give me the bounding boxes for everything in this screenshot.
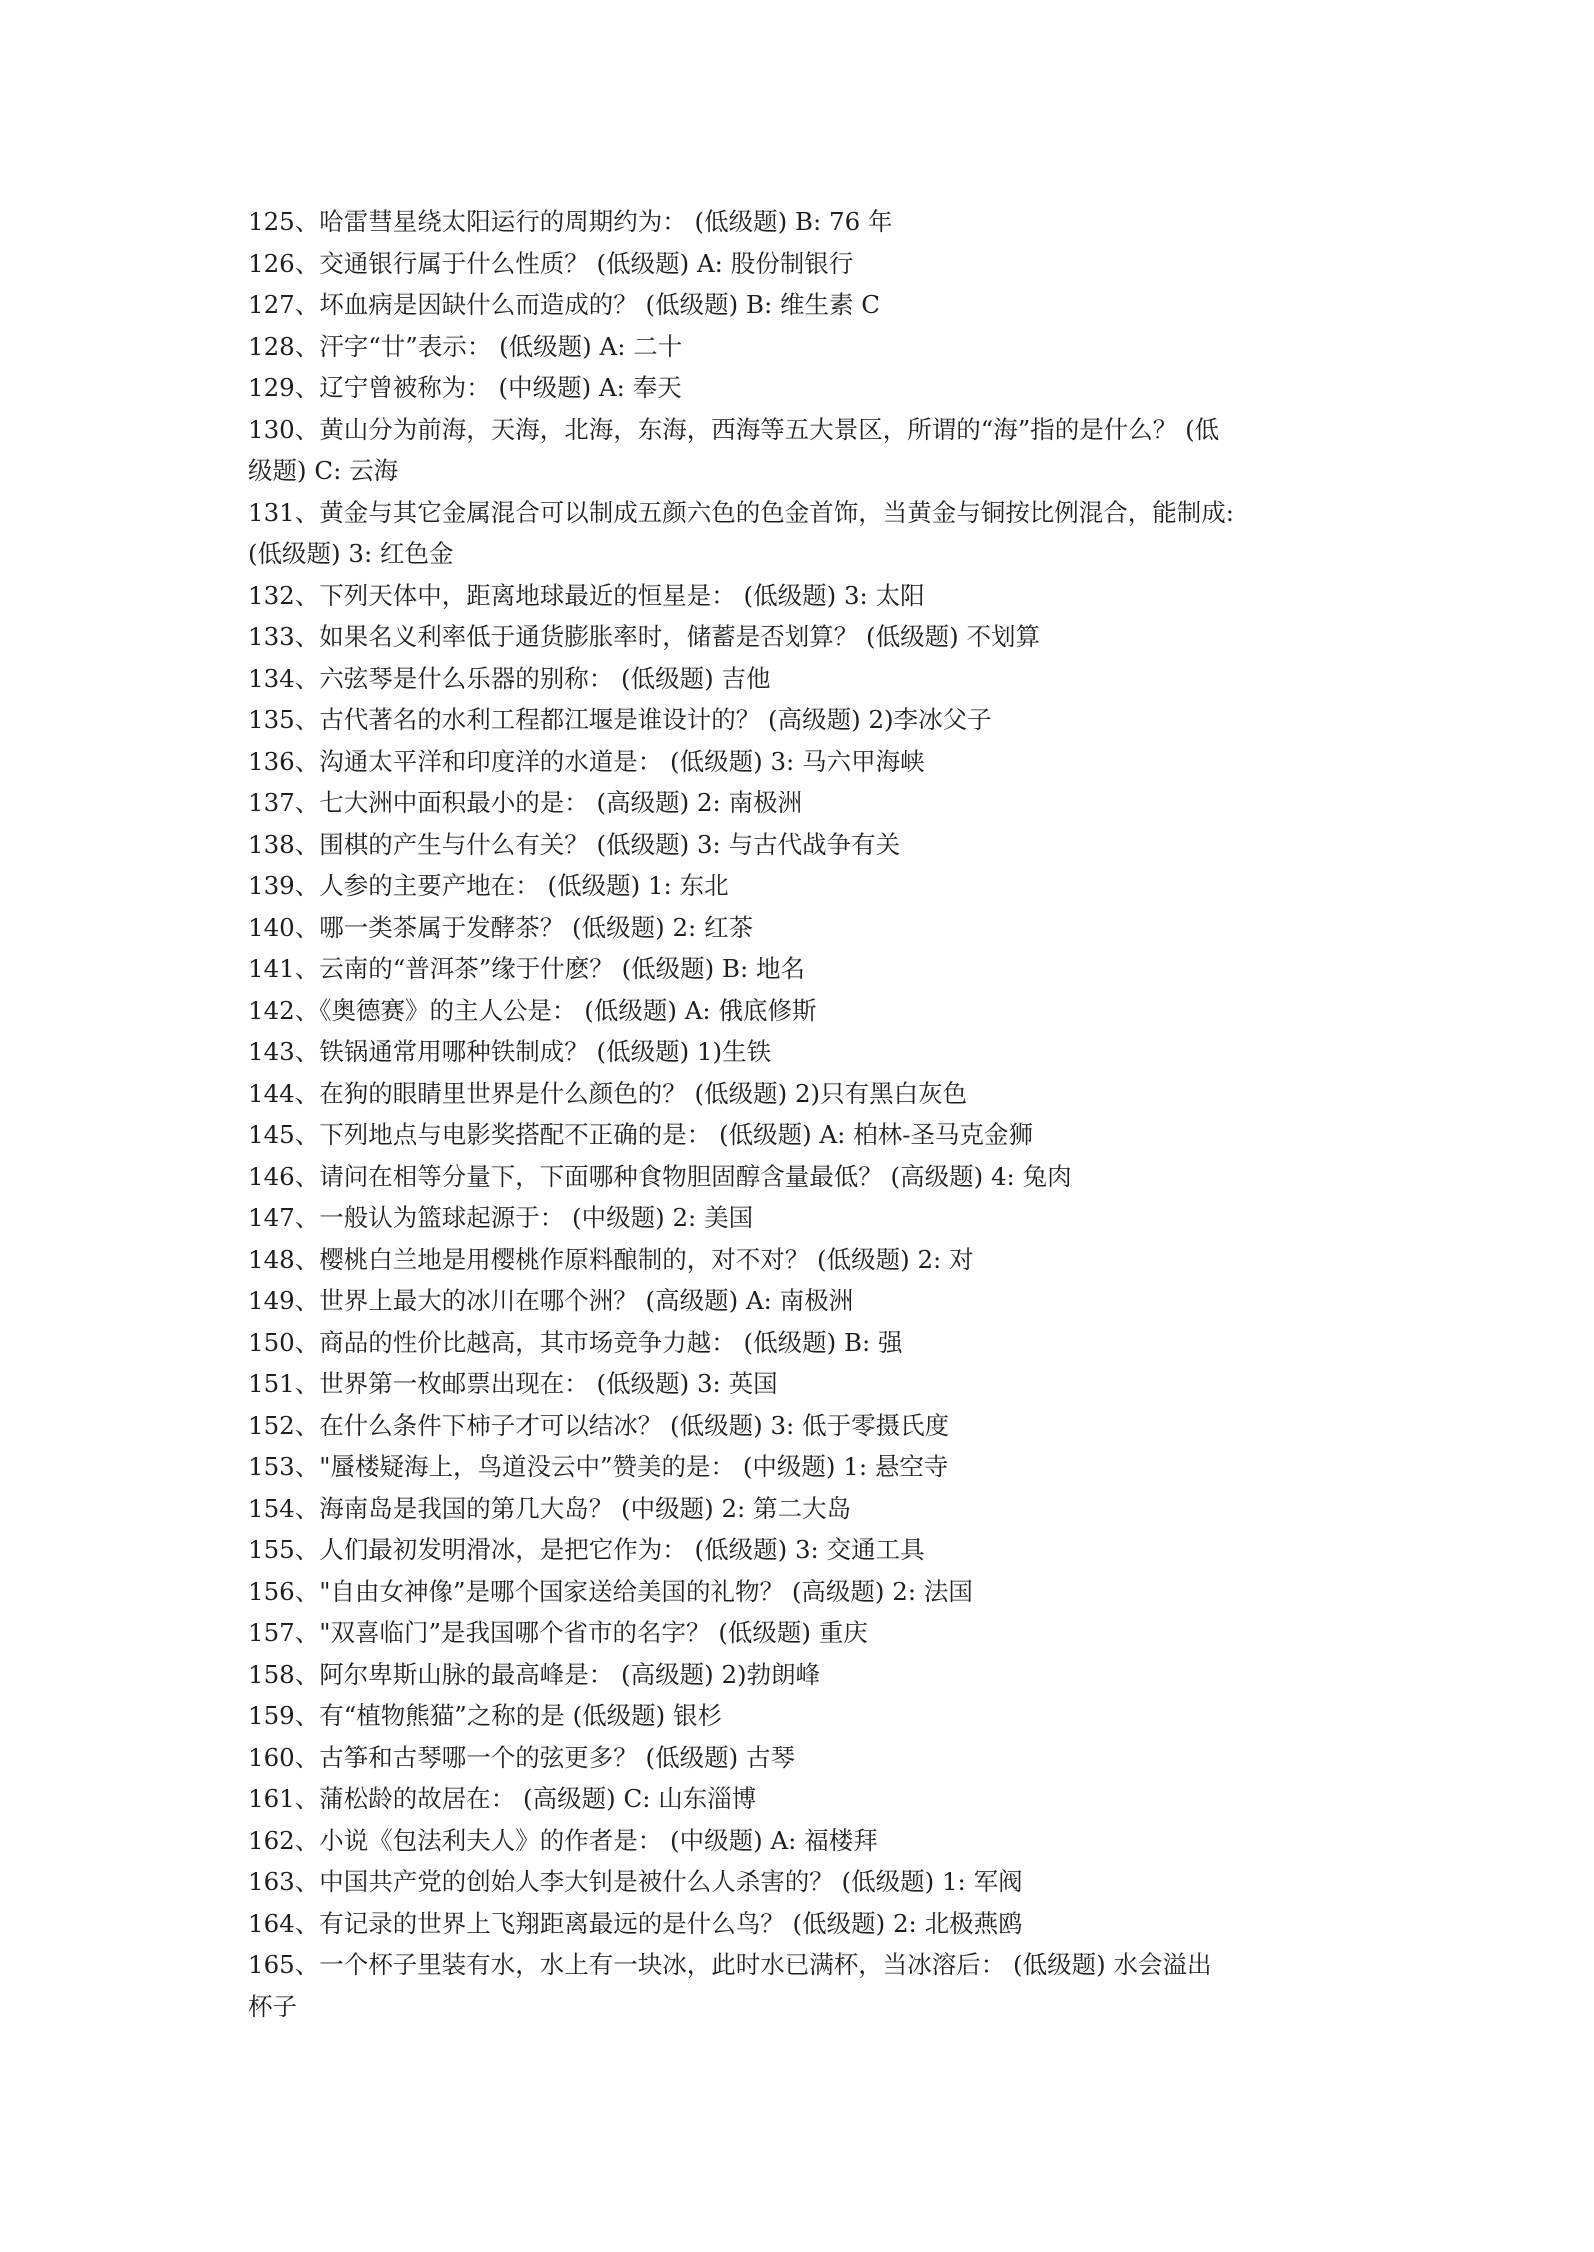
- text-line: 156、"自由女神像”是哪个国家送给美国的礼物？ (高级题) 2: 法国: [248, 1576, 973, 1606]
- text-line: 139、人参的主要产地在： (低级题) 1: 东北: [248, 871, 729, 900]
- text-line: 127、坏血病是因缺什么而造成的？ (低级题) B: 维生素 C: [248, 290, 881, 319]
- text-line: 150、商品的性价比越高，其市场竞争力越： (低级题) B: 强: [248, 1327, 903, 1357]
- text-line: 161、蒲松龄的故居在： (高级题) C: 山东淄博: [248, 1784, 757, 1813]
- text-line: 163、中国共产党的创始人李大钊是被什么人杀害的？ (低级题) 1: 军阀: [248, 1867, 1023, 1896]
- text-line: 144、在狗的眼睛里世界是什么颜色的？ (低级题) 2)只有黑白灰色: [248, 1078, 968, 1108]
- text-line: 137、七大洲中面积最小的是： (高级题) 2: 南极洲: [248, 788, 803, 817]
- text-line: 147、一般认为篮球起源于： (中级题) 2: 美国: [248, 1203, 754, 1232]
- text-line: 165、一个杯子里装有水，水上有一块冰，此时水已满杯，当冰溶后： (低级题) 水会溢出: [248, 1950, 1212, 1979]
- text-line: 134、六弦琴是什么乐器的别称： (低级题) 吉他: [248, 663, 771, 693]
- text-line: 152、在什么条件下柿子才可以结冰？ (低级题) 3: 低于零摄氏度: [248, 1410, 950, 1440]
- text-line: 杯子: [248, 1991, 297, 2021]
- text-line: 126、交通银行属于什么性质？ (低级题) A: 股份制银行: [248, 248, 854, 278]
- text-line: 136、沟通太平洋和印度洋的水道是： (低级题) 3: 马六甲海峡: [248, 746, 925, 776]
- text-line: 131、黄金与其它金属混合可以制成五颜六色的色金首饰，当黄金与铜按比例混合，能制成:: [248, 497, 1235, 527]
- text-line: 140、哪一类茶属于发酵茶？ (低级题) 2: 红茶: [248, 912, 754, 942]
- text-line: (低级题) 3: 红色金: [248, 539, 454, 568]
- text-line: 160、古筝和古琴哪一个的弦更多？ (低级题) 古琴: [248, 1742, 795, 1772]
- text-line: 132、下列天体中，距离地球最近的恒星是： (低级题) 3: 太阳: [248, 580, 925, 610]
- text-line: 141、云南的“普洱茶”缘于什麽？ (低级题) B: 地名: [248, 954, 806, 983]
- text-line: 142、《奥德赛》的主人公是： (低级题) A: 俄底修斯: [248, 995, 817, 1025]
- document-page: [248, 201, 1358, 2027]
- text-line: 级题) C: 云海: [248, 456, 399, 485]
- text-line: 155、人们最初发明滑冰，是把它作为： (低级题) 3: 交通工具: [248, 1535, 925, 1564]
- text-line: 148、樱桃白兰地是用樱桃作原料酿制的，对不对？ (低级题) 2: 对: [248, 1244, 974, 1274]
- text-line: 138、围棋的产生与什么有关？ (低级题) 3: 与古代战争有关: [248, 829, 901, 859]
- text-line: 154、海南岛是我国的第几大岛？ (中级题) 2: 第二大岛: [248, 1493, 852, 1523]
- text-line: 164、有记录的世界上飞翔距离最远的是什么鸟？ (低级题) 2: 北极燕鸥: [248, 1908, 1023, 1938]
- text-line: 158、阿尔卑斯山脉的最高峰是： (高级题) 2)勃朗峰: [248, 1659, 821, 1689]
- text-line: 128、汗字“廿”表示： (低级题) A: 二十: [248, 331, 683, 361]
- text-line: 162、小说《包法利夫人》的作者是： (中级题) A: 福楼拜: [248, 1825, 878, 1855]
- text-line: 159、有“植物熊猫”之称的是 (低级题) 银杉: [248, 1701, 723, 1730]
- text-line: 145、下列地点与电影奖搭配不正确的是： (低级题) A: 柏林-圣马克金狮: [248, 1120, 1033, 1149]
- text-line: 149、世界上最大的冰川在哪个洲？ (高级题) A: 南极洲: [248, 1286, 854, 1315]
- text-line: 125、哈雷彗星绕太阳运行的周期约为： (低级题) B: 76 年: [248, 207, 893, 236]
- text-line: 143、铁锅通常用哪种铁制成？ (低级题) 1)生铁: [248, 1037, 772, 1066]
- text-line: 135、古代著名的水利工程都江堰是谁设计的？ (高级题) 2)李冰父子: [248, 705, 992, 734]
- text-line: 146、请问在相等分量下，下面哪种食物胆固醇含量最低？ (高级题) 4: 兔肉: [248, 1161, 1072, 1191]
- text-line: 133、如果名义利率低于通货膨胀率时，储蓄是否划算？ (低级题) 不划算: [248, 622, 1040, 651]
- text-line: 129、辽宁曾被称为： (中级题) A: 奉天: [248, 373, 682, 402]
- text-line: 153、"蜃楼疑海上，鸟道没云中”赞美的是： (中级题) 1: 悬空寺: [248, 1452, 949, 1481]
- text-line: 151、世界第一枚邮票出现在： (低级题) 3: 英国: [248, 1369, 778, 1398]
- text-line: 157、"双喜临门”是我国哪个省市的名字？ (低级题) 重庆: [248, 1618, 868, 1647]
- text-line: 130、黄山分为前海，天海，北海，东海，西海等五大景区，所谓的“海”指的是什么？ (低: [248, 414, 1220, 444]
